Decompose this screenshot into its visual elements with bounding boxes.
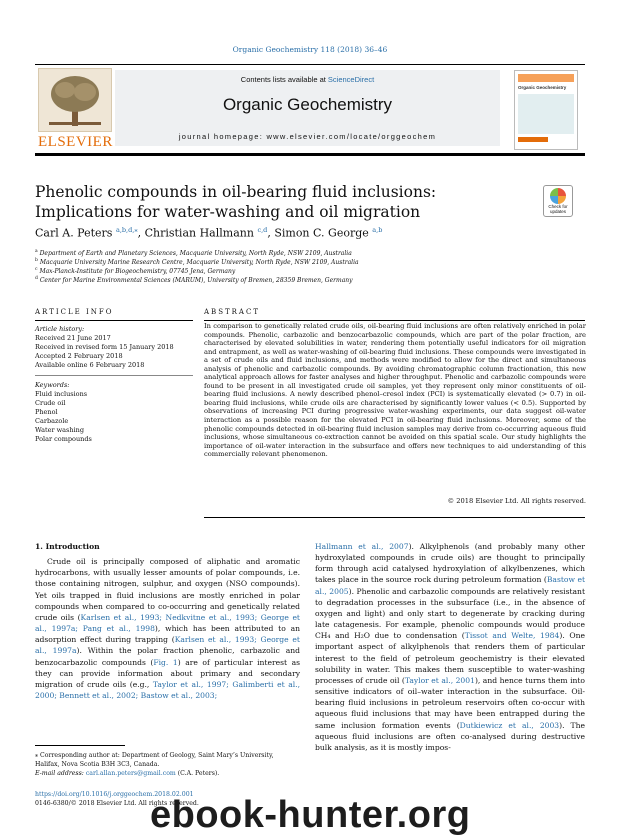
citation-link[interactable]: Taylor et al., 1997; Galimberti et al., 2000; Bennett et al., 2002; Bastow et al., 2003;	[35, 679, 300, 701]
header-rule	[35, 153, 585, 156]
body-column-left	[35, 541, 300, 701]
paragraph	[315, 541, 585, 753]
keyword: Carbazole	[35, 417, 69, 425]
author-name[interactable]: Christian Hallmann	[144, 226, 254, 240]
citation-link[interactable]: Hallmann et al., 2007	[315, 542, 409, 551]
email-link[interactable]: carl.allan.peters@gmail.com	[85, 770, 176, 777]
paragraph-text: ). The aqueous fluid inclusions are often co-analysed during destructive bulk analysis, as it is mostly impos-	[315, 720, 585, 752]
sciencedirect-link[interactable]: ScienceDirect	[327, 75, 375, 84]
article-history	[35, 325, 195, 370]
paragraph-text: ), which has been attributed to an adsorption effect during trapping (	[35, 624, 300, 645]
paragraph-text: ). Phenolic and carbazolic compounds are relatively resistant to degradation processes in the subsurface (i.e., in the absence of oxygen and light) and only start to degenerate by cracking during late catagenesis. For example, phenolic compounds would produce CH₄ and H₂O due to condensation (	[315, 586, 585, 641]
email-label: E-mail address:	[35, 770, 84, 777]
citation-link[interactable]: Fig. 1	[153, 657, 178, 667]
affiliation	[35, 276, 353, 284]
paragraph-text: ). One important aspect of alkylphenols that renders them of particular interest to the field of petroleum geochemistry is their elevated solubility in water. This makes them susceptible to water-washing processes of crude oil (	[315, 631, 586, 685]
citation-link[interactable]: Karlsen et al., 1993; George et al., 1997a	[35, 635, 300, 656]
affiliation-text: Macquarie University Marine Research Centre, Macquarie University, North Ryde, NSW 2109, Australia	[39, 259, 359, 266]
crossmark-line2: updates	[549, 209, 566, 214]
paragraph-text: Crude oil is principally composed of aliphatic and aromatic hydrocarbons, with usually lesser amounts of polar compounds, i.e. those containing nitrogen, sulphur, and oxygen (NSO compounds). Yet oils trapped in fluid inclusions are mostly enriched in polar compounds when compared to co-occurring and genetically related crude oils (	[35, 557, 300, 622]
crossmark-line1: Check for	[548, 204, 568, 209]
keywords-label: Keywords:	[35, 381, 70, 389]
history-rule	[35, 375, 193, 376]
abstract-bottom-rule	[204, 517, 585, 518]
paragraph-text: ). Alkylphenols (and probably many other hydroxylated compounds in crude oils) are thought to principally form through acid catalysed hydroxylation of alkylbenzenes, which takes place in the source rock during petroleum formation (	[315, 542, 585, 585]
affiliation-mark: d	[35, 276, 38, 281]
history-line: Received 21 June 2017	[35, 334, 111, 342]
author-name[interactable]: Simon C. George	[274, 226, 369, 240]
affiliation-mark: c	[35, 267, 38, 272]
citation-link[interactable]: Bastow et al., 2005	[315, 575, 585, 596]
cover-band	[518, 74, 574, 82]
keyword: Phenol	[35, 408, 58, 416]
keyword: Polar compounds	[35, 435, 92, 443]
paragraph-text: ), and hence turns them into sensitive indicators of oil–water interaction in the subsurface. Oil-bearing fluid inclusions in petroleum reservoirs often co-occur with aqueous fluid inclusions that may have been entrapped during the same inclusion formation events (	[315, 675, 586, 730]
affiliation-mark: a	[35, 249, 38, 254]
watermark-text: ebook-hunter.org	[150, 794, 471, 836]
history-label: Article history:	[35, 325, 85, 333]
check-for-updates-button[interactable]	[543, 185, 573, 217]
abstract-heading: ABSTRACT	[204, 308, 261, 316]
keyword: Crude oil	[35, 399, 66, 407]
paragraph-text: ). Within the polar fraction phenolic, carbazolic and benzocarbazolic compounds (	[35, 646, 300, 667]
corresponding-author-footnote	[35, 751, 300, 778]
paragraph-text: ) are of particular interest as they can provide information about primary and secondary migration of crude oils (e.g.,	[35, 657, 301, 689]
abstract-rule	[204, 320, 585, 321]
cover-picture	[518, 94, 574, 134]
cover-bar	[518, 137, 548, 142]
affiliation	[35, 258, 359, 266]
body-column-right	[315, 541, 585, 753]
article-title: Phenolic compounds in oil-bearing fluid inclusions: Implications for water-washing and oil migration	[35, 183, 437, 221]
journal-title: Organic Geochemistry	[222, 95, 393, 114]
contents-prefix: Contents lists available at	[240, 75, 326, 84]
affiliation	[35, 267, 235, 275]
info-rule	[35, 320, 193, 321]
author-name[interactable]: Carl A. Peters	[35, 226, 113, 240]
footnote-text: ⁎ Corresponding author at: Department of Geology, Saint Mary’s University, Halifax, Nova Scotia B3H 3C3, Canada.	[35, 752, 274, 768]
publisher-name: ELSEVIER	[38, 134, 113, 150]
author-list: Carl A. Peters $^{a,b,d,⁎}$, Christian Hallmann $^{c,d}$, Simon C. George $^{a,b}$	[35, 226, 383, 240]
footnote-rule	[35, 745, 125, 746]
affiliation-text: Max-Planck-Institute for Biogeochemistry, 07745 Jena, Germany	[39, 268, 236, 275]
journal-reference[interactable]: Organic Geochemistry 118 (2018) 36–46	[232, 45, 388, 54]
journal-homepage[interactable]: journal homepage: www.elsevier.com/locate/orggeochem	[178, 132, 437, 141]
journal-cover-image[interactable]	[514, 70, 578, 150]
citation-link[interactable]: Taylor et al., 2001	[404, 675, 475, 685]
author-affiliation-marks[interactable]: a,b,d,⁎	[115, 226, 138, 234]
contents-line	[115, 75, 500, 84]
affiliation	[35, 249, 352, 257]
affiliation-mark: b	[35, 258, 38, 263]
citation-link[interactable]: Karlsen et al., 1993; Nedkvitne et al., 1993; George et al., 1997a; Pang et al., 1998	[35, 612, 300, 634]
cover-title: Organic Geochemistry	[518, 85, 567, 90]
rights-line: 0146-6380/© 2018 Elsevier Ltd. All rights reserved.	[35, 800, 199, 807]
history-line: Available online 6 February 2018	[35, 361, 145, 369]
author-affiliation-marks[interactable]: a,b	[372, 226, 383, 234]
section-heading: 1. Introduction	[35, 542, 100, 551]
author-affiliation-marks[interactable]: c,d	[257, 226, 268, 234]
abstract-text: In comparison to genetically related crude oils, oil-bearing fluid inclusions are often relatively enriched in polar compounds. Phenolic, carbazolic and benzocarbazolic compounds, which are part of the polar fraction, are characterised by elevated solubilities in water, rendering them potentially useful indicators for oil migration and entrapment, as well as water-washing of oil-bearing fluid inclusions. These compounds were investigated in a set of crude oils and fluid inclusions, and methods were modified to allow for the direct and simultaneous analysis of phenolic and carbazolic compounds. By avoiding chromatographic column fractionation, this new analytical approach allows for faster analyses and higher throughput. Phenolic and carbazolic compounds were found to be present in all investigated crude oil samples, yet they represent only minor constituents of oil-bearing fluid inclusions. A newly described phenol–cresol index (PCI) is systematically elevated (> 0.7) in oil-bearing fluid inclusions, while crude oils are characterised by significantly lower values (< 0.5). Supported by observations of increasing PCI during progressive water-washing experiments, our data suggest oil-water interaction as a possible reason for the elevated PCI in oil-bearing fluid inclusions. Moreover, some of the phenolic compounds detected in oil-bearing fluid inclusion samples may derive from co-occurring aqueous fluid inclusions, whose simultaneous co-extraction cannot be avoided on this spatial scale. Our study highlights the importance of oil-water interaction in the subsurface and offers new techniques to aid understanding of this commercially relevant phenomenon.	[204, 322, 586, 459]
history-line: Accepted 2 February 2018	[35, 352, 123, 360]
citation-link[interactable]: Dutkiewicz et al., 2003	[459, 720, 560, 730]
citation-link[interactable]: Tissot and Welte, 1984	[464, 631, 560, 641]
history-line: Received in revised form 15 January 2018	[35, 343, 174, 351]
keywords	[35, 381, 195, 444]
tree-icon	[38, 68, 112, 132]
affiliation-text: Department of Earth and Planetary Sciences, Macquarie University, North Ryde, NSW 2109, Australia	[39, 250, 352, 257]
top-rule	[35, 64, 585, 65]
paragraph	[35, 556, 300, 701]
copyright-notice: © 2018 Elsevier Ltd. All rights reserved.	[447, 497, 586, 505]
email-suffix: (C.A. Peters).	[177, 770, 220, 777]
keyword: Water washing	[35, 426, 85, 434]
doi-link[interactable]: https://doi.org/10.1016/j.orggeochem.2018.02.001	[35, 791, 194, 798]
crossmark-icon	[550, 188, 566, 204]
affiliation-text: Center for Marine Environmental Sciences (MARUM), University of Bremen, 28359 Bremen, Germany	[39, 277, 353, 284]
article-info-heading: ARTICLE INFO	[35, 308, 114, 316]
keyword: Fluid inclusions	[35, 390, 88, 398]
elsevier-logo[interactable]	[38, 68, 112, 152]
